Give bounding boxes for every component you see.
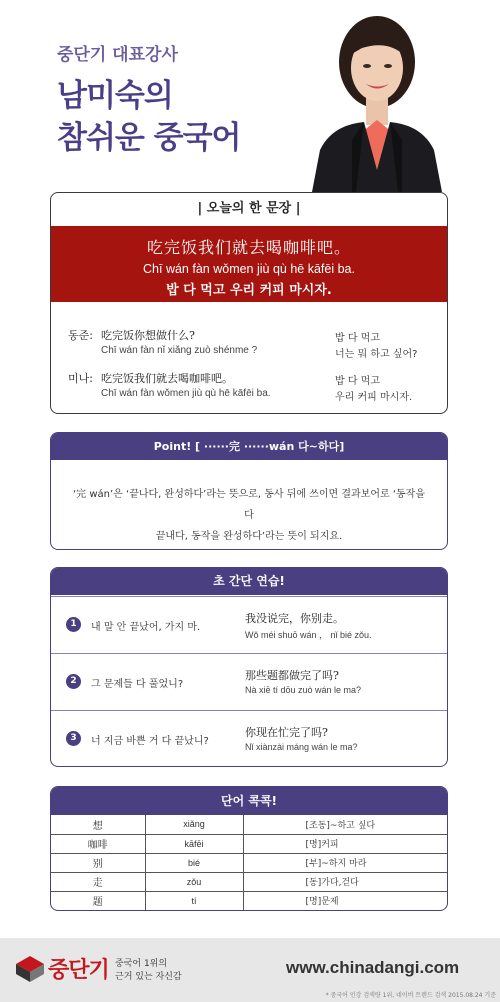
grammar-point-line1: ‘完 wán’은 ‘끝나다, 완성하다’라는 뜻으로, 동사 뒤에 쓰이면 결과보어로 ‘동작을 다 (73, 489, 425, 521)
dialogue-korean-line1: 밥 다 먹고 (335, 376, 380, 387)
vocab-meaning: [부]~하지 마라 (243, 853, 447, 872)
vocab-pinyin: zǒu (145, 872, 243, 891)
vocabulary-title: 단어 콕콕! (51, 787, 447, 815)
vocab-chinese: 咖啡 (51, 834, 145, 853)
dialogue-korean-line2: 우리 커피 마시자. (335, 392, 413, 403)
vocab-chinese: 题 (51, 891, 145, 910)
dialogue-speaker: 미나: (68, 372, 93, 385)
brand-name[interactable]: 중단기 (48, 958, 109, 983)
practice-chinese: 那些题都做完了吗? (245, 669, 339, 682)
vocab-pinyin: xiǎng (145, 815, 243, 834)
practice-chinese: 你现在忙完了吗? (245, 726, 328, 739)
grammar-point-body (51, 460, 447, 547)
vocab-meaning: [조동]~하고 싶다 (243, 815, 447, 834)
footnote: * 중국어 인강 검색량 1위, 네이버 트렌드 검색 2015.08.24 기준 (325, 992, 496, 999)
today-sentence-title: | 오늘의 한 문장 | (197, 201, 301, 216)
vocabulary-card (50, 786, 448, 911)
practice-korean: 너 지금 바쁜 거 다 끝났니? (91, 736, 209, 747)
practice-pinyin: Nà xiē tí dōu zuò wán le ma? (245, 685, 362, 695)
today-sentence-banner (51, 226, 447, 302)
vocab-meaning: [명]커피 (243, 834, 447, 853)
grammar-point-line2: 끝내다, 동작을 완성하다’라는 뜻이 되지요. (155, 531, 343, 542)
sentence-chinese: 吃完饭我们就去喝咖啡吧。 (146, 238, 351, 257)
sentence-korean: 밥 다 먹고 우리 커피 마시자. (166, 283, 332, 298)
vocabulary-table (51, 815, 447, 910)
brand-logo-icon (14, 952, 46, 984)
grammar-point-title: Point! [ ······完 ······wán 다~하다] (51, 433, 447, 460)
dialogue-chinese: 吃完饭我们就去喝咖啡吧。 (101, 372, 233, 385)
practice-chinese: 我没说完，你别走。 (245, 612, 344, 625)
practice-number-badge: 1 (66, 617, 81, 632)
table-row (51, 891, 447, 910)
website-link[interactable]: www.chinadangi.com (286, 958, 460, 977)
vocab-chinese: 别 (51, 853, 145, 872)
table-row (51, 834, 447, 853)
practice-number-badge: 2 (66, 674, 81, 689)
header-title-line1: 남미숙의 (57, 78, 173, 114)
vocab-chinese: 走 (51, 872, 145, 891)
table-row (51, 872, 447, 891)
footer (0, 938, 500, 1002)
dialogue-chinese: 吃完饭你想做什么? (101, 329, 195, 342)
instructor-portrait (292, 0, 462, 192)
practice-number-badge: 3 (66, 731, 81, 746)
dialogue-pinyin: Chī wán fàn nǐ xiǎng zuò shénme ? (101, 345, 258, 356)
vocab-chinese: 想 (51, 815, 145, 834)
vocab-pinyin: tí (145, 891, 243, 910)
practice-row (51, 596, 447, 653)
practice-row (51, 653, 447, 710)
sentence-pinyin: Chī wán fàn wǒmen jiù qù hē kāfēi ba. (143, 262, 355, 276)
practice-korean: 그 문제들 다 풀었니? (91, 679, 184, 690)
today-sentence-card (50, 192, 448, 414)
vocab-pinyin: bié (145, 853, 243, 872)
practice-row (51, 710, 447, 767)
dialogue-speaker: 동준: (68, 329, 93, 342)
vocab-pinyin: kāfēi (145, 834, 243, 853)
header (0, 0, 500, 192)
dialogue-pinyin: Chī wán fàn wǒmen jiù qù hē kāfēi ba. (101, 388, 271, 399)
vocab-meaning: [동]가다,걷다 (243, 872, 447, 891)
brand-tagline-line1: 중국어 1위의 (115, 959, 168, 969)
table-row (51, 815, 447, 834)
dialogue-korean-line2: 너는 뭐 하고 싶어? (335, 349, 418, 360)
practice-pinyin: Wǒ méi shuō wán ， nǐ bié zǒu. (245, 630, 372, 640)
header-title-line2: 참쉬운 중국어 (57, 120, 241, 156)
header-subtitle: 중단기 대표강사 (57, 45, 178, 65)
dialogue-korean-line1: 밥 다 먹고 (335, 333, 380, 344)
practice-card (50, 567, 448, 767)
vocab-meaning: [명]문제 (305, 897, 339, 908)
practice-pinyin: Nǐ xiànzài máng wán le ma? (245, 742, 358, 752)
practice-title: 초 간단 연습! (51, 568, 447, 595)
practice-korean: 내 말 안 끝났어, 가지 마. (91, 622, 201, 633)
table-row (51, 853, 447, 872)
grammar-point-card (50, 432, 448, 550)
brand-tagline-line2: 근거 있는 자신감 (115, 972, 182, 982)
